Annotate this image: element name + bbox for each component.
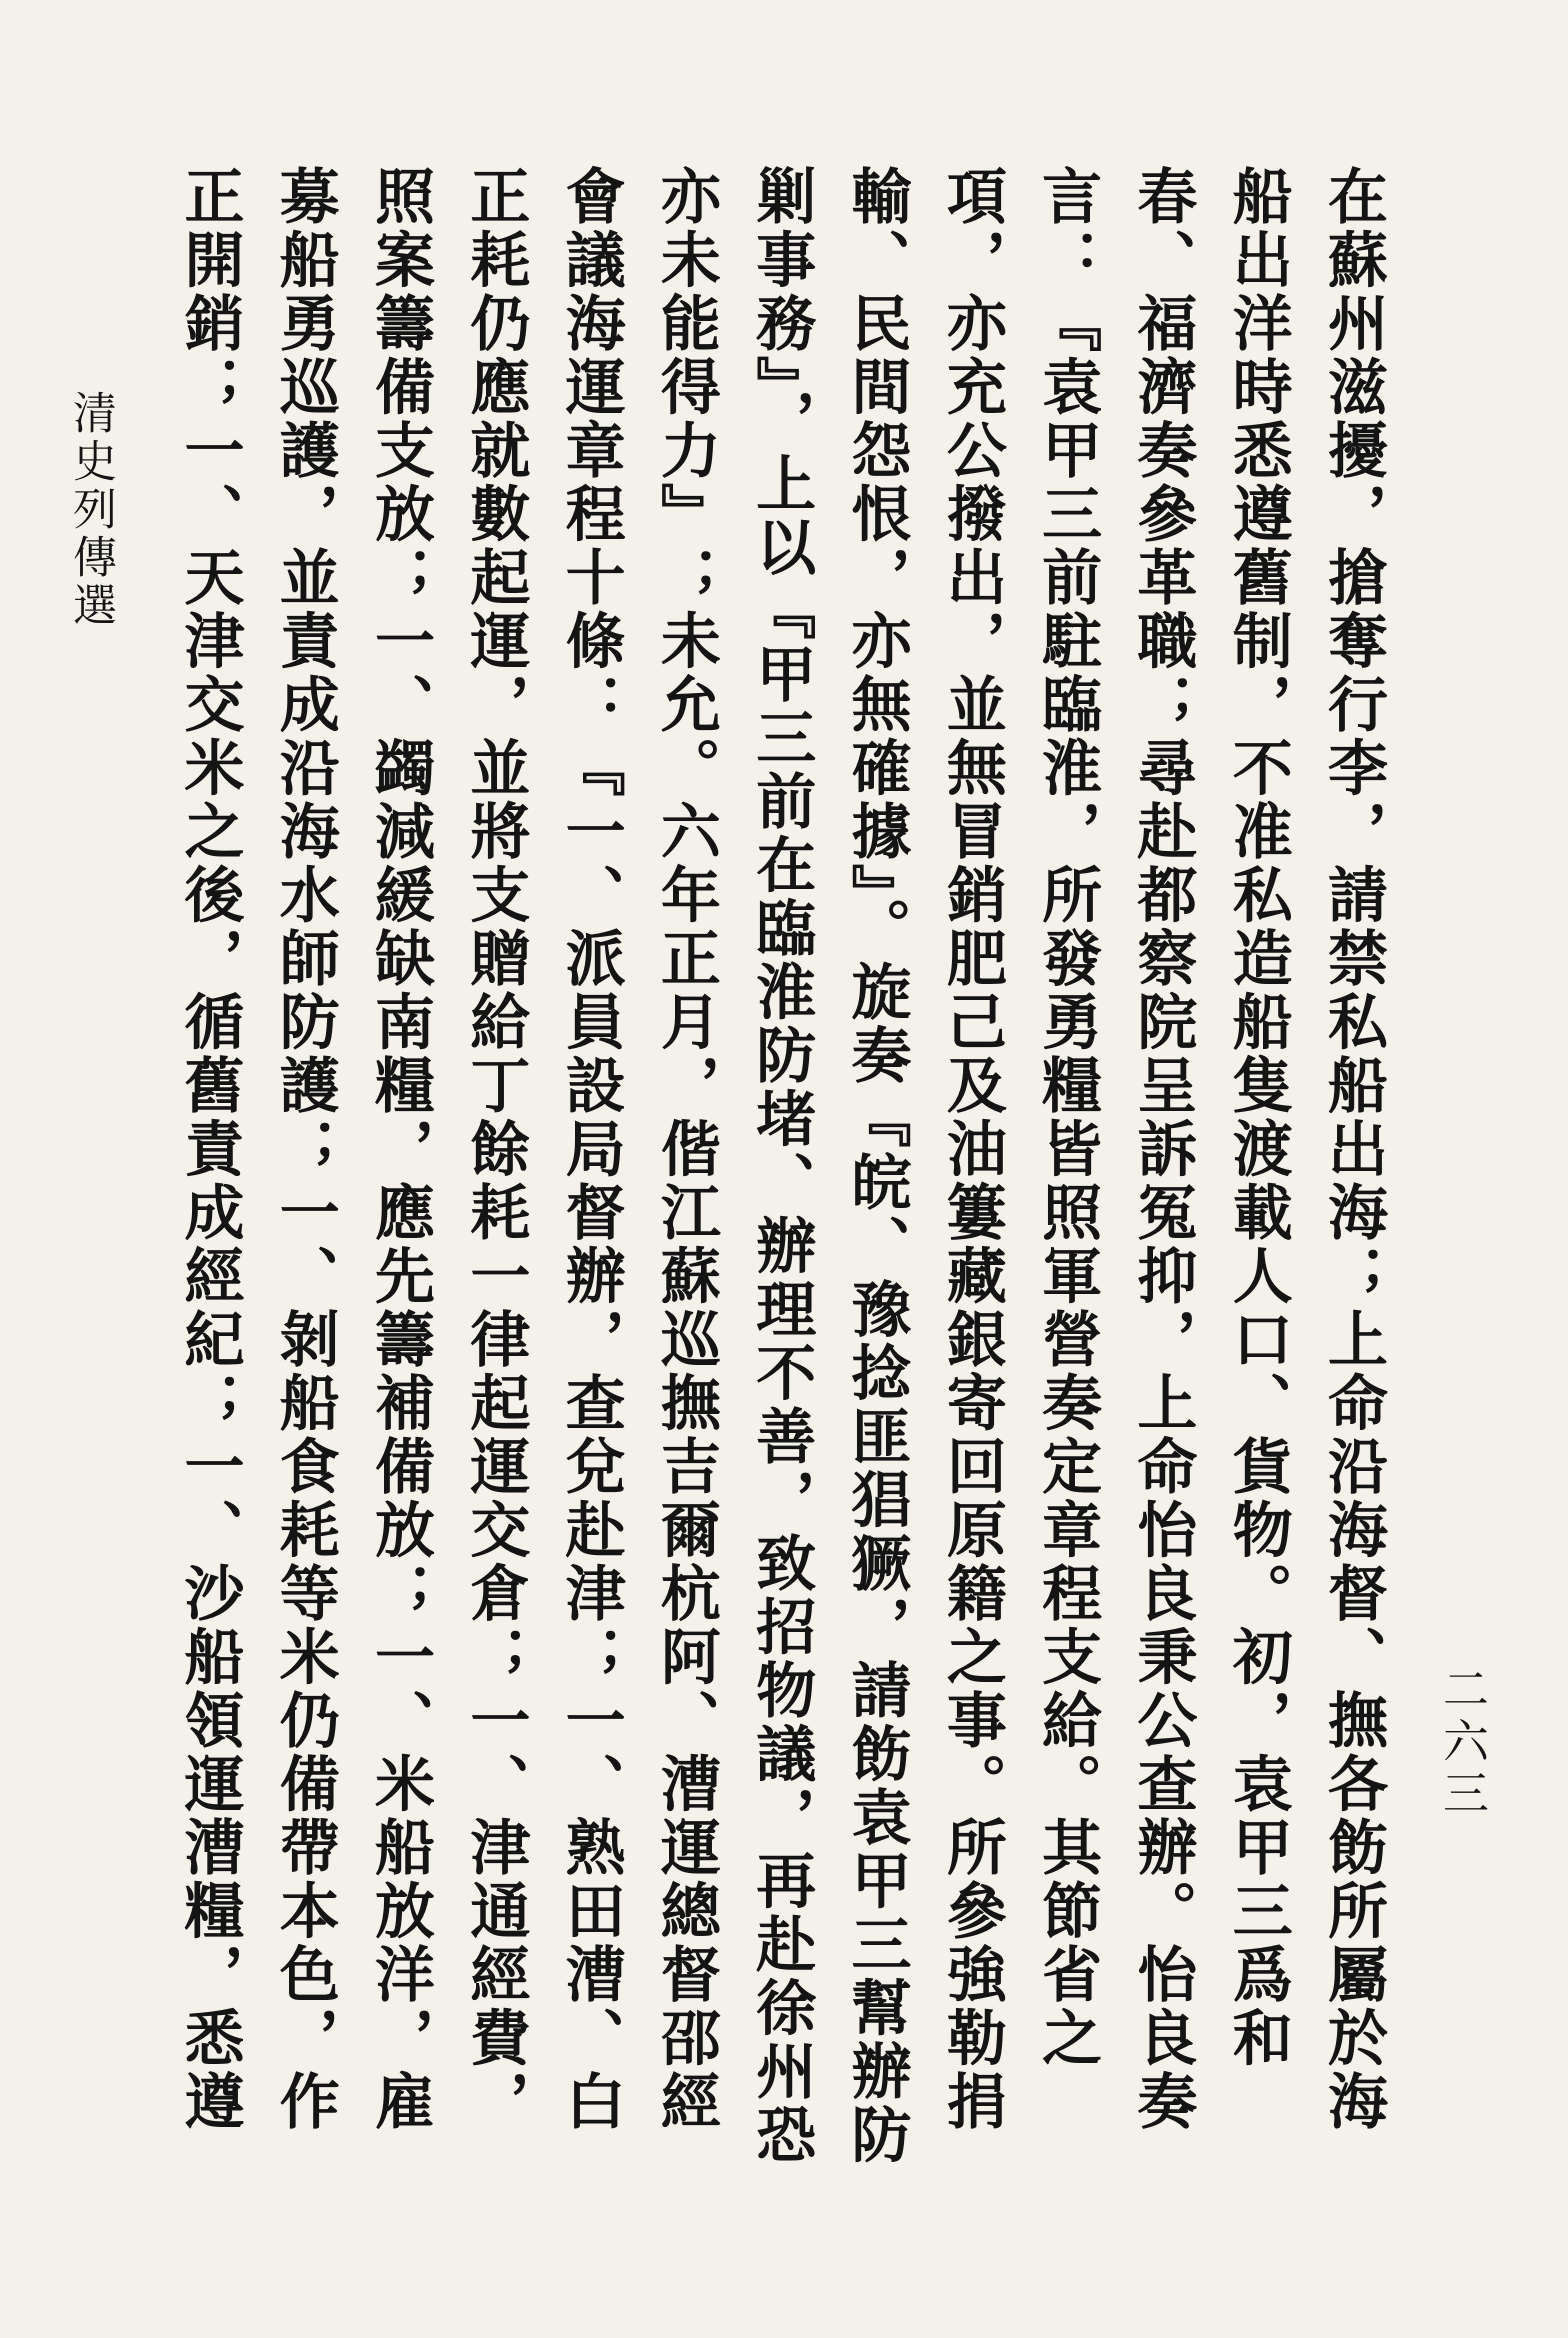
running-head: 清史列傳選 xyxy=(65,390,116,630)
page-number: 二六三 xyxy=(1436,1665,1490,1821)
body-paragraph: 在蘇州滋擾，搶奪行李，請禁私船出海；上命沿海督、撫各飭所屬於海船出洋時悉遵舊制，不准私造船隻渡載人口、貨物。初，袁甲三爲和春、福濟奏參革職；尋赴都察院呈訴冤抑，上命怡良秉公查辦。怡良奏言：『袁甲三前駐臨淮，所發勇糧皆照軍營奏定章程支給。其節省之項，亦充公撥出，並無冒銷肥己及油簍藏銀寄回原籍之事。所參強勒捐輸、民間怨恨，亦無確據』。旋奏『皖、豫捻匪猖獗，請飭袁甲三幫辦防剿事務』，上以『甲三前在臨淮防堵、辦理不善，致招物議，再赴徐州恐亦未能得力』；未允。六年正月，偕江蘇巡撫吉爾杭阿、漕運總督邵經會議海運章程十條：『一、派員設局督辦，查兌赴津；一、熟田漕、白正耗仍應就數起運，並將支贈給丁餘耗一律起運交倉；一、津通經費，照案籌備支放；一、蠲減緩缺南糧，應先籌補備放；一、米船放洋，雇募船勇巡護，並責成沿海水師防護；一、剝船食耗等米仍備帶本色，作正開銷；一、天津交米之後，循舊責成經紀；一、沙船領運漕糧，悉遵 xyxy=(174,165,1388,2167)
body-text-block xyxy=(160,165,1400,2195)
